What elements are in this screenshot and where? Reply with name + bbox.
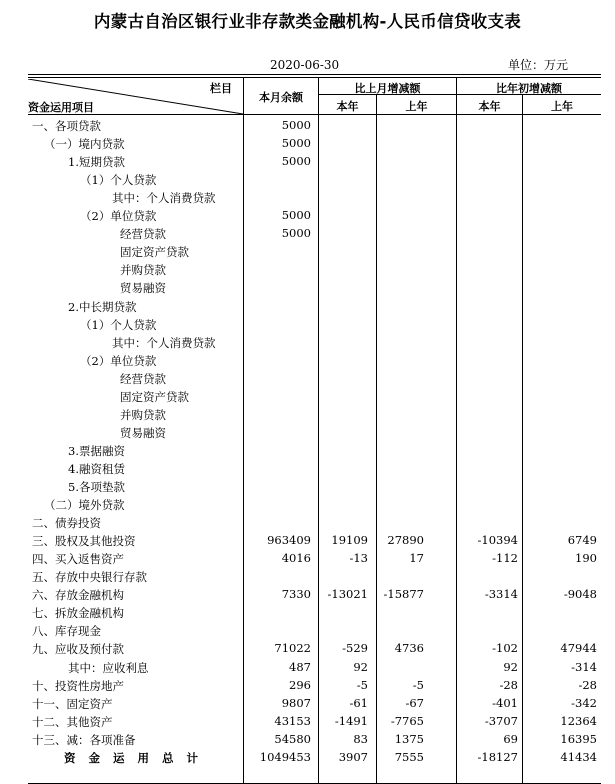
table-row <box>28 549 601 567</box>
table-row <box>28 242 601 260</box>
ytd-last-year-value: -314 <box>571 659 597 674</box>
balance-value: 487 <box>289 659 311 674</box>
row-label: （一）境内贷款 <box>44 137 125 152</box>
table-row <box>28 477 601 495</box>
table-row <box>28 712 601 730</box>
mom-this-year-value: 92 <box>353 659 368 674</box>
mom-group-header: 比上月增减额 <box>354 82 421 95</box>
table-row <box>28 495 601 513</box>
row-label: 五、存放中央银行存款 <box>32 570 147 585</box>
row-label: 其中：应收利息 <box>68 660 149 675</box>
mom-this-year-value: -1491 <box>334 713 368 728</box>
table-row <box>28 694 601 712</box>
balance-value: 5000 <box>281 154 311 169</box>
balance-value: 71022 <box>274 641 311 656</box>
mom-this-year-value: 83 <box>353 731 368 746</box>
mom-this-year-value: -13021 <box>327 587 368 602</box>
table-row <box>28 658 601 676</box>
table-row <box>28 170 601 188</box>
row-label: 十二、其他资产 <box>32 714 113 729</box>
balance-header: 本月余额 <box>259 91 303 104</box>
row-label: 三、股权及其他投资 <box>32 534 136 549</box>
row-label: （2）单位贷款 <box>80 209 157 224</box>
row-label: 二、债券投资 <box>32 516 101 531</box>
ytd-this-year-header: 本年 <box>478 100 501 113</box>
unit-label: 单位：万元 <box>508 58 569 72</box>
total-row <box>28 748 601 766</box>
row-label: 1.短期贷款 <box>68 155 125 170</box>
table-row <box>28 116 601 134</box>
report-date: 2020-06-30 <box>270 58 340 72</box>
balance-value: 9807 <box>281 695 311 710</box>
ytd-this-year-value: -401 <box>492 695 518 710</box>
balance-value: 5000 <box>281 226 311 241</box>
ytd-this-year-value: -18127 <box>477 749 518 764</box>
balance-value: 963409 <box>267 533 311 548</box>
ytd-last-year-value: 41434 <box>560 749 597 764</box>
mom-this-year-value: 19109 <box>331 533 368 548</box>
row-label: 并购贷款 <box>120 263 166 278</box>
row-label: 十三、减：各项准备 <box>32 732 136 747</box>
row-label: 2.中长期贷款 <box>68 299 137 314</box>
balance-value: 54580 <box>274 731 311 746</box>
mom-this-year-value: 3907 <box>338 749 368 764</box>
row-label: 固定资产贷款 <box>120 245 189 260</box>
column-label: 栏目 <box>210 82 232 95</box>
table-row <box>28 315 601 333</box>
mom-last-year-value: 4736 <box>394 641 424 656</box>
row-label: 四、买入返售资产 <box>32 552 124 567</box>
mom-last-year-header: 上年 <box>405 100 428 113</box>
balance-value: 5000 <box>281 118 311 132</box>
row-label: （二）境外贷款 <box>44 498 125 513</box>
ytd-this-year-value: -102 <box>492 641 518 656</box>
table-row <box>28 351 601 369</box>
row-label: （2）单位贷款 <box>80 353 157 368</box>
top-rule <box>28 74 601 75</box>
row-label: 贸易融资 <box>120 425 166 440</box>
row-label: 资金运用总计 <box>64 750 211 765</box>
balance-value: 43153 <box>274 713 311 728</box>
table-row <box>28 333 601 351</box>
mom-this-year-value: -5 <box>356 677 368 692</box>
mom-this-year-value: -13 <box>349 551 368 566</box>
row-label: 其中：个人消费贷款 <box>112 191 216 206</box>
row-label: 七、拆放金融机构 <box>32 606 124 621</box>
mom-this-year-header: 本年 <box>336 100 359 113</box>
row-label: 十一、固定资产 <box>32 696 113 711</box>
row-label: 经营贷款 <box>120 227 166 242</box>
balance-value: 296 <box>289 677 311 692</box>
ytd-this-year-value: -112 <box>492 551 518 566</box>
row-label: 并购贷款 <box>120 407 166 422</box>
ytd-last-year-value: 16395 <box>560 731 597 746</box>
balance-value: 1049453 <box>259 749 311 764</box>
row-label: 经营贷款 <box>120 371 166 386</box>
table-row <box>28 639 601 657</box>
table-row <box>28 621 601 639</box>
balance-value: 4016 <box>281 551 311 566</box>
ytd-group-header: 比年初增减额 <box>496 82 562 95</box>
row-label: 3.票据融资 <box>68 443 125 458</box>
ytd-last-year-value: 6749 <box>567 533 597 548</box>
table-row <box>28 152 601 170</box>
row-label: 贸易融资 <box>120 281 166 296</box>
row-label: （1）个人贷款 <box>80 173 157 188</box>
balance-value: 7330 <box>281 587 311 602</box>
row-label: 5.各项垫款 <box>68 480 125 494</box>
ytd-this-year-value: 92 <box>503 659 518 674</box>
ytd-last-year-header: 上年 <box>551 100 573 113</box>
top-rule-inner <box>28 77 601 78</box>
row-label: 固定资产贷款 <box>120 389 189 404</box>
ytd-last-year-value: 47944 <box>560 641 597 656</box>
table-row <box>28 441 601 459</box>
table-row <box>28 730 601 748</box>
row-label: 其中：个人消费贷款 <box>112 335 216 350</box>
ytd-this-year-value: -10394 <box>477 533 518 548</box>
ytd-this-year-value: -3707 <box>484 713 518 728</box>
mom-this-year-value: -529 <box>342 641 368 656</box>
table-row <box>28 603 601 621</box>
mom-last-year-value: -67 <box>405 695 424 710</box>
table-row <box>28 206 601 224</box>
row-label: （1）个人贷款 <box>80 317 157 332</box>
row-label: 八、库存现金 <box>32 624 101 639</box>
mom-last-year-value: -5 <box>412 677 424 692</box>
mom-this-year-value: -61 <box>349 695 368 710</box>
table-row <box>28 567 601 585</box>
table-row <box>28 297 601 315</box>
mom-last-year-value: 7555 <box>394 749 424 764</box>
ytd-last-year-value: -342 <box>571 695 597 710</box>
row-label: 一、各项贷款 <box>32 119 101 133</box>
table-row <box>28 676 601 694</box>
table-row <box>28 531 601 549</box>
mom-last-year-value: -7765 <box>390 713 424 728</box>
ytd-this-year-value: -28 <box>499 677 518 692</box>
balance-value: 5000 <box>281 136 311 151</box>
table-row <box>28 459 601 477</box>
table-row <box>28 405 601 423</box>
row-label: 十、投资性房地产 <box>32 678 124 693</box>
mom-last-year-value: -15877 <box>383 587 424 602</box>
ytd-last-year-value: 190 <box>575 551 597 566</box>
report-title: 内蒙古自治区银行业非存款类金融机构-人民币信贷收支表 <box>93 12 522 31</box>
ytd-last-year-value: -28 <box>578 677 597 692</box>
table-row <box>28 513 601 531</box>
table-row <box>28 278 601 296</box>
row-label: 4.融资租赁 <box>68 461 125 476</box>
mom-last-year-value: 27890 <box>387 533 424 548</box>
table-row <box>28 423 601 441</box>
mom-last-year-value: 1375 <box>394 731 424 746</box>
row-label: 资金运用项目 <box>28 101 94 114</box>
balance-value: 5000 <box>281 208 311 223</box>
table-row <box>28 188 601 206</box>
table-row <box>28 134 601 152</box>
table-row <box>28 369 601 387</box>
ytd-last-year-value: 12364 <box>560 713 597 728</box>
table-row <box>28 224 601 242</box>
row-label: 九、应收及预付款 <box>32 642 124 657</box>
table-row <box>28 260 601 278</box>
ytd-last-year-value: -9048 <box>563 587 597 602</box>
table-row <box>28 585 601 603</box>
ytd-this-year-value: 69 <box>503 731 518 746</box>
mom-last-year-value: 17 <box>409 551 424 566</box>
row-label: 六、存放金融机构 <box>32 588 124 603</box>
ytd-this-year-value: -3314 <box>484 587 518 602</box>
table-row <box>28 387 601 405</box>
